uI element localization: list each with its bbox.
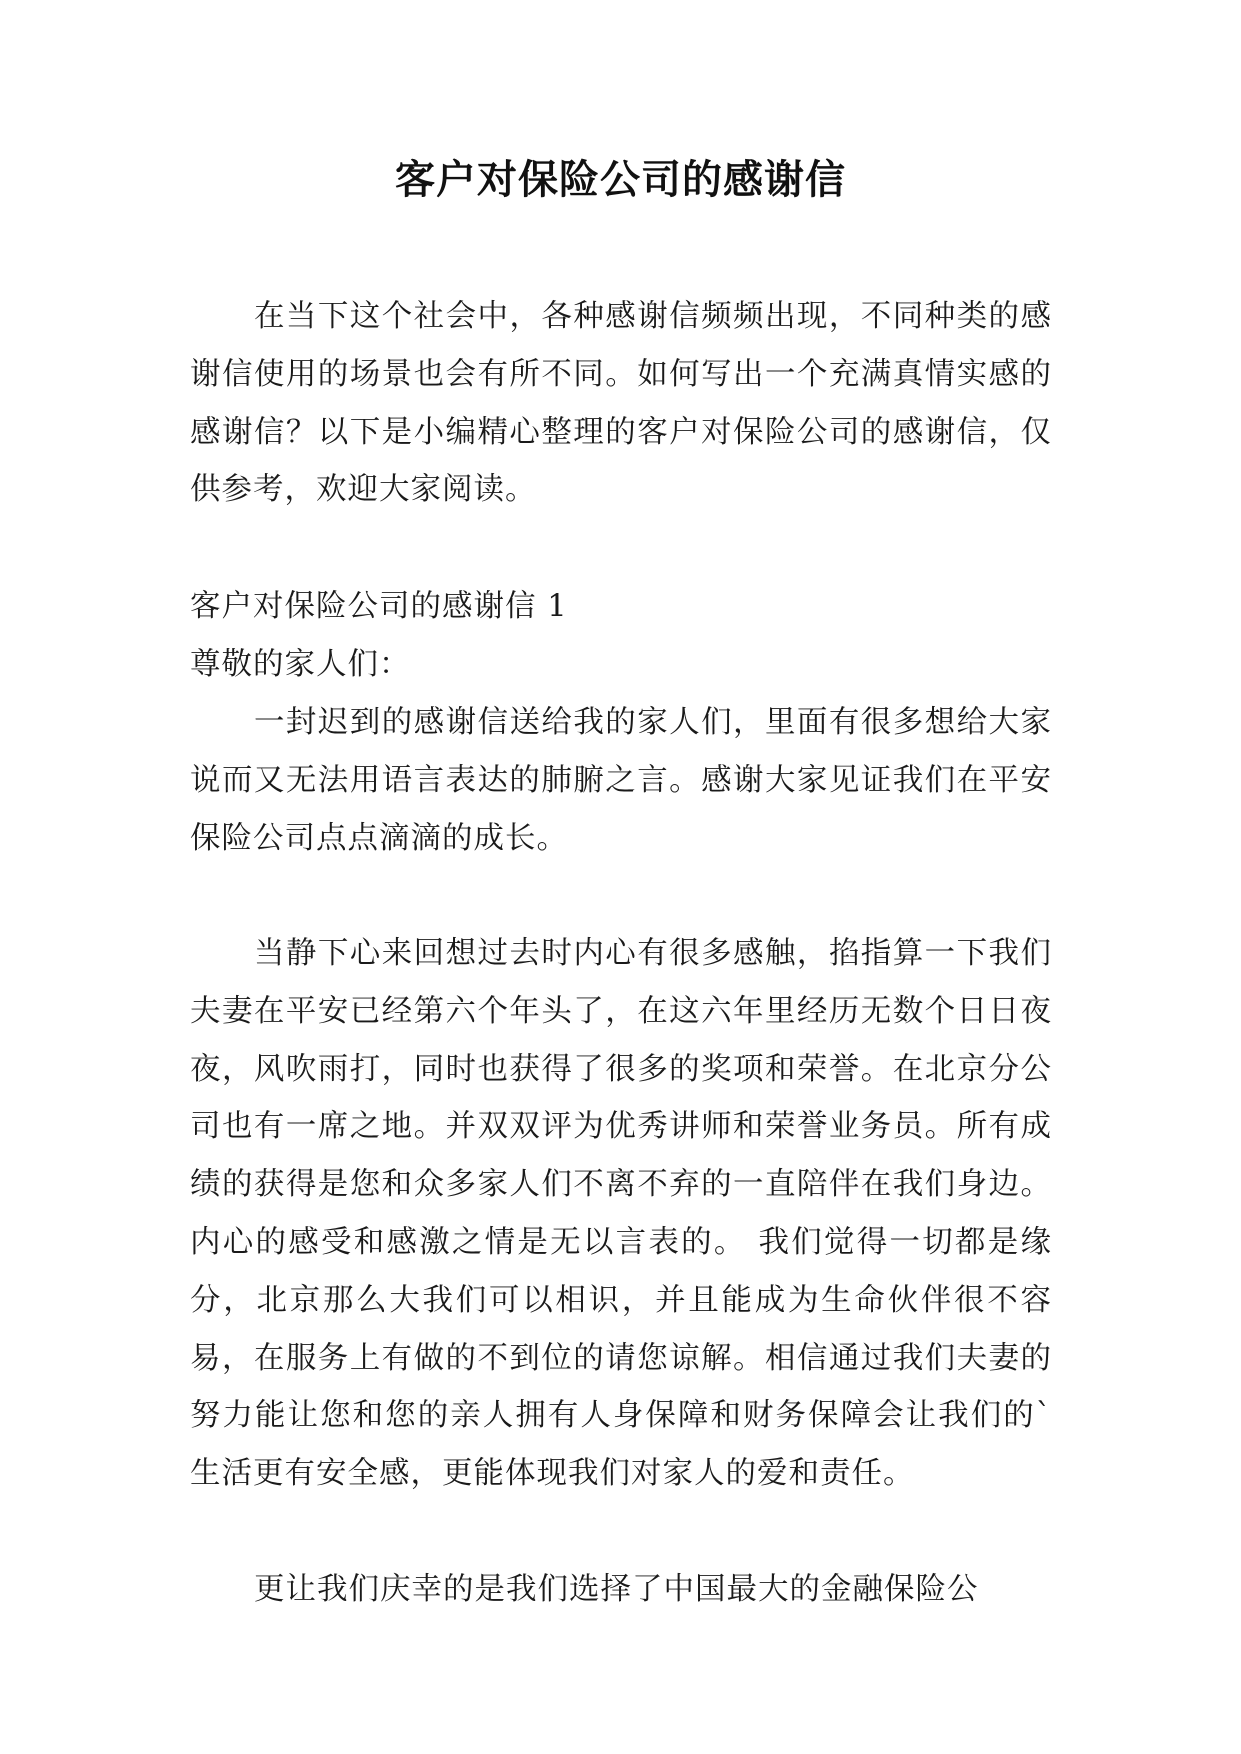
letter-heading: 客户对保险公司的感谢信 1 xyxy=(190,589,568,624)
letter-paragraph: 当静下心来回想过去时内心有很多感触，掐指算一下我们夫妻在平安已经第六个年头了，在这六年里经历无数个日日夜夜，风吹雨打，同时也获得了很多的奖项和荣誉。在北京分公司也有一席之地。并双双评为优秀讲师和荣誉业务员。所有成绩的获得是您和众多家人们不离不弃的一直陪伴在我们身边。内心的感受和感激之情是无以言表的。 我们觉得一切都是缘分，北京那么大我们可以相识，并且能成为生命伙伴很不容易，在服务上有做的不到位的请您谅解。相信通过我们夫妻的努力能让您和您的亲人拥有人身保障和财务保障会让我们的`生活更有安全感，更能体现我们对家人的爱和责任。 xyxy=(190,936,1052,1492)
letter-salutation: 尊敬的家人们： xyxy=(190,647,411,682)
intro-paragraph: 在当下这个社会中，各种感谢信频频出现，不同种类的感谢信使用的场景也会有所不同。如何写出一个充满真情实感的感谢信？以下是小编精心整理的客户对保险公司的感谢信，仅供参考，欢迎大家阅读。 xyxy=(190,299,1052,508)
document-title: 客户对保险公司的感谢信 xyxy=(395,157,846,203)
letter-paragraph: 更让我们庆幸的是我们选择了中国最大的金融保险公 xyxy=(254,1572,979,1607)
letter-paragraph: 一封迟到的感谢信送给我的家人们，里面有很多想给大家说而又无法用语言表达的肺腑之言。感谢大家见证我们在平安保险公司点点滴滴的成长。 xyxy=(190,705,1052,856)
